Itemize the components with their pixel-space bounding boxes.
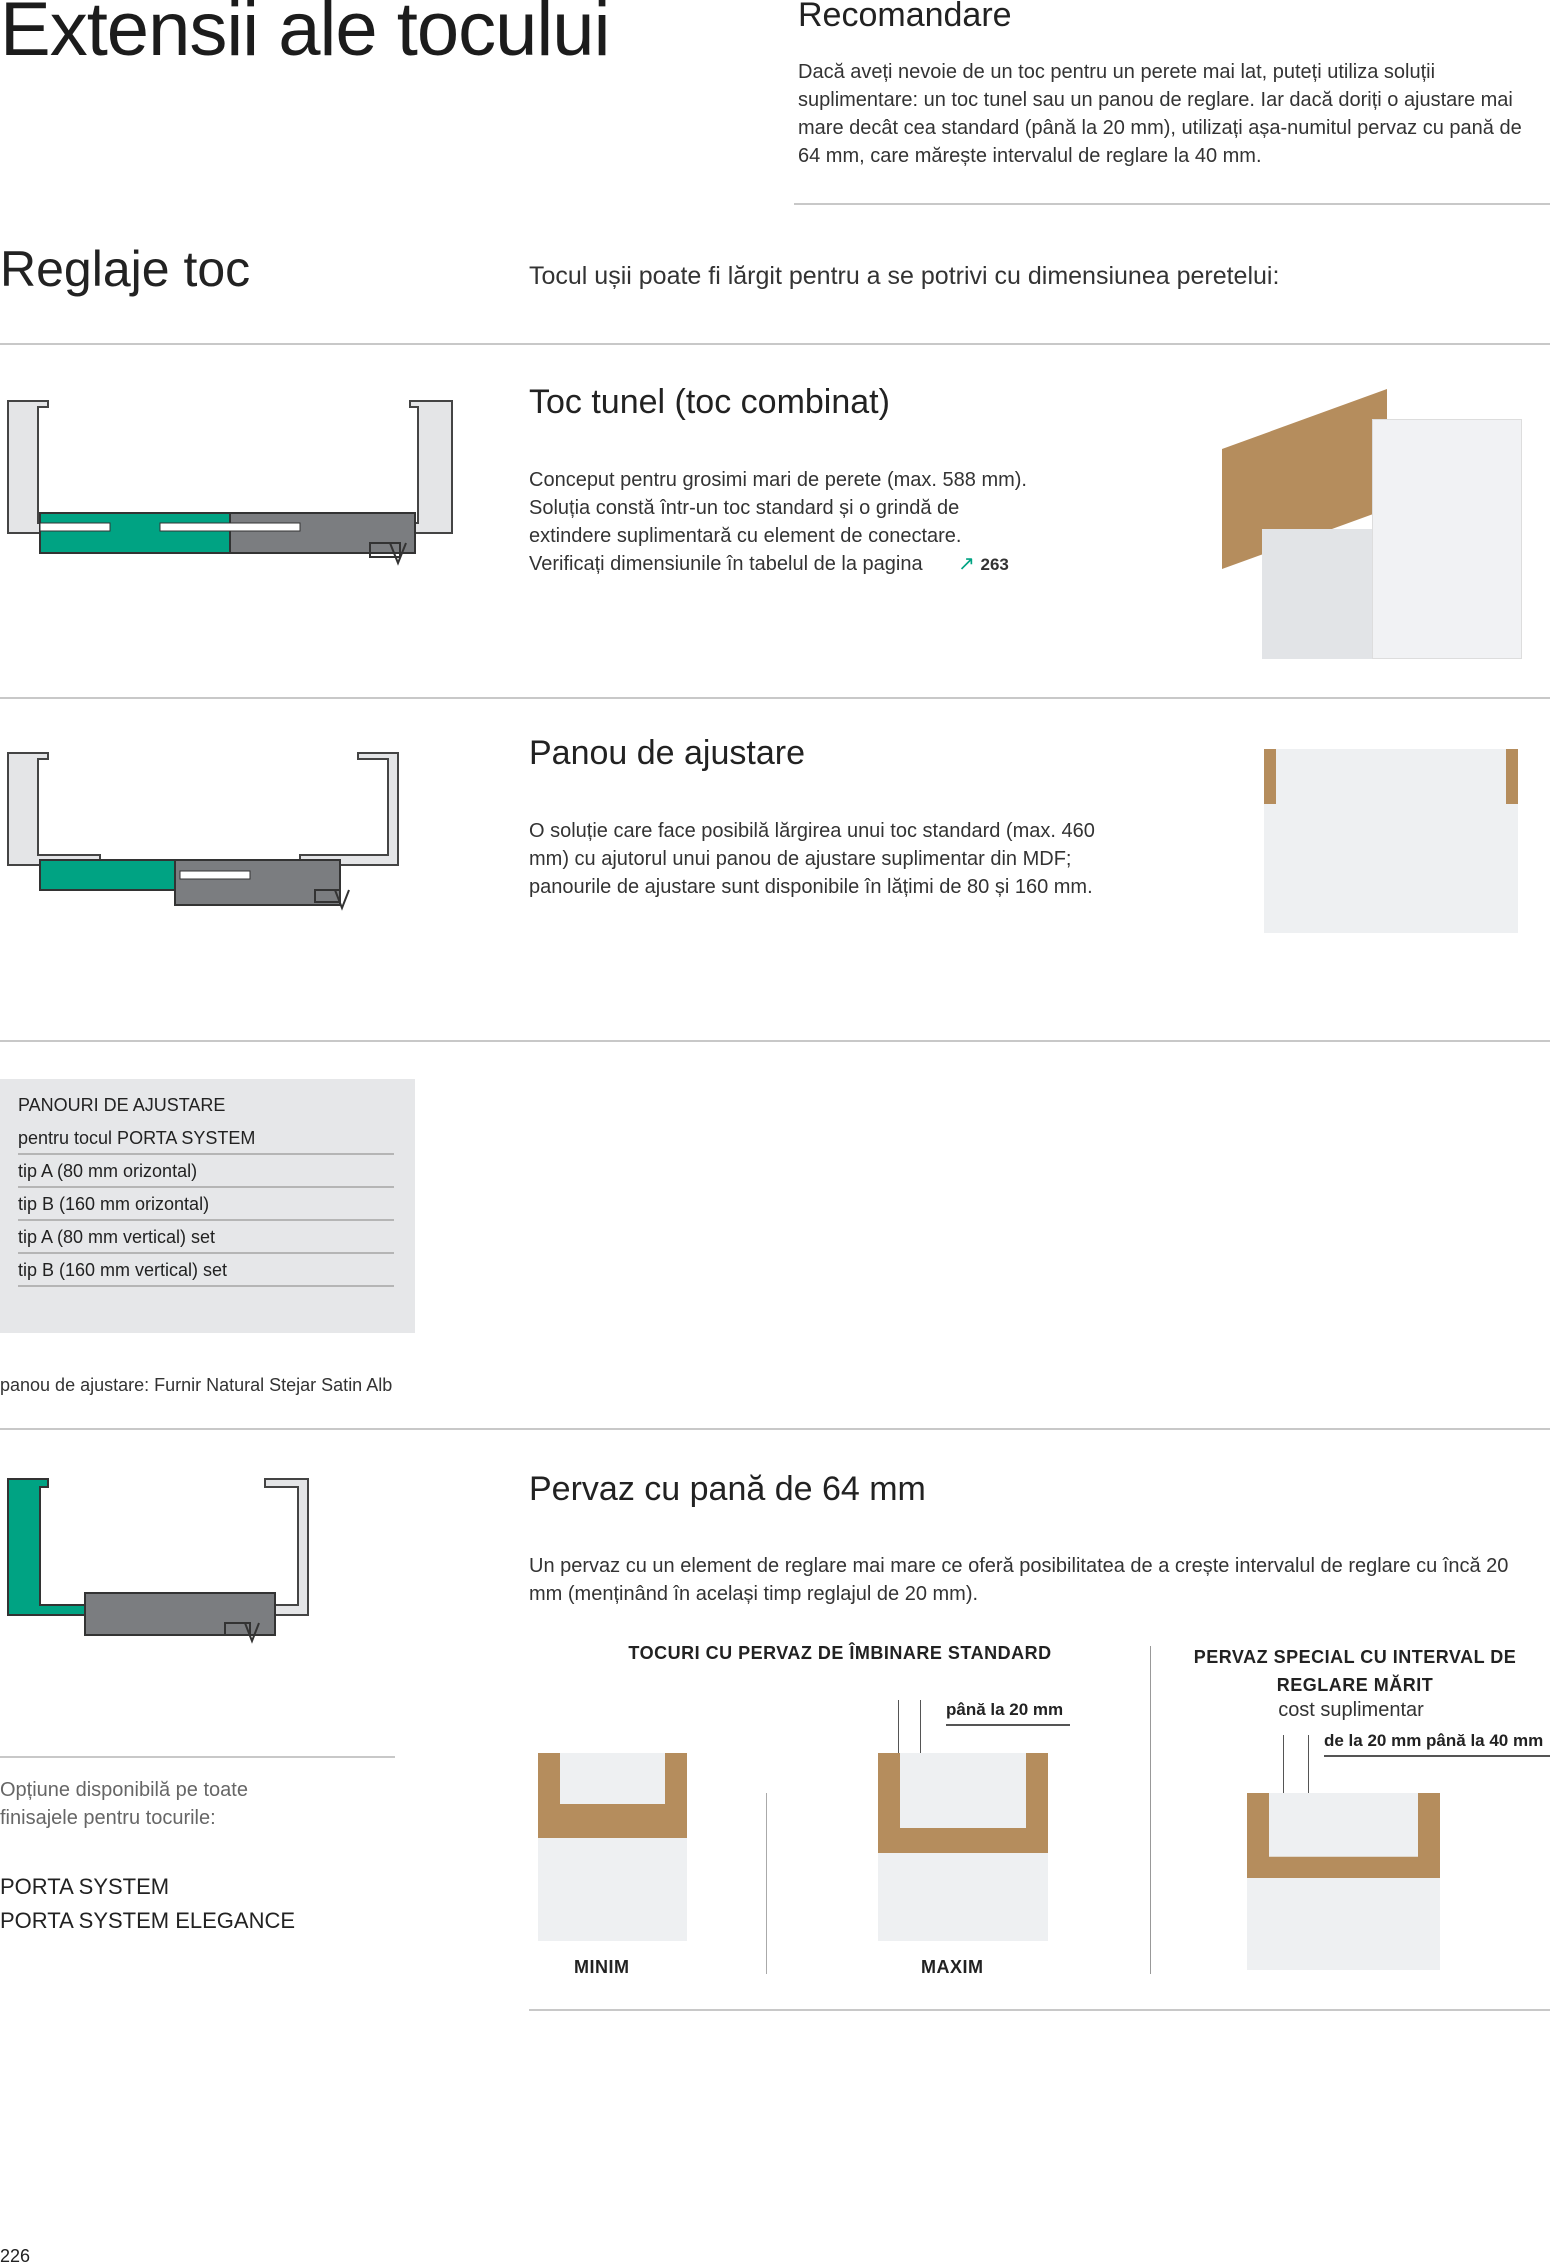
section-heading: Reglaje toc: [0, 241, 251, 297]
divider: [0, 1756, 395, 1758]
panel-heading: Panou de ajustare: [529, 734, 805, 772]
divider: [529, 2009, 1550, 2011]
casing-heading: Pervaz cu pană de 64 mm: [529, 1470, 926, 1508]
special-range: de la 20 mm până la 40 mm: [1324, 1731, 1550, 1757]
tunnel-heading: Toc tunel (toc combinat): [529, 383, 890, 421]
recommendation-text: Dacă aveți nevoie de un toc pentru un perete mai lat, puteți utiliza soluții suplimentare: un toc tunel sau un panou de reglare. Iar dacă doriți o ajustare mai mare decât cea standard (până la 20 mm), utilizați așa-numitul pervaz cu pană de 64 mm, care mărește intervalul de reglare la 40 mm.: [798, 61, 1522, 167]
divider: [0, 1428, 1550, 1430]
panel-text: O soluție care face posibilă lărgirea unui toc standard (max. 460 mm) cu ajutorul unui panou de ajustare suplimentar din MDF; panourile de ajustare sunt disponibile în lățimi de 80 și 160 mm.: [529, 820, 1095, 898]
system-item: PORTA SYSTEM: [0, 1874, 170, 1899]
page-number: 226: [0, 2246, 31, 2266]
standard-heading: TOCURI CU PERVAZ DE ÎMBINARE STANDARD: [628, 1643, 1052, 1663]
special-heading: PERVAZ SPECIAL CU INTERVAL DE REGLARE MĂRIT: [1193, 1647, 1517, 1695]
maxim-photo: [878, 1753, 1048, 1941]
table-row: tip A (80 mm orizontal): [18, 1155, 394, 1188]
divider: [794, 203, 1550, 205]
option-text: Opțiune disponibilă pe toate finisajele pentru tocurile:: [0, 1779, 248, 1829]
tunnel-frame-photo: [1222, 379, 1522, 659]
divider: [1150, 1646, 1151, 1974]
casing-text: Un pervaz cu un element de reglare mai mare ce oferă posibilitatea de a crește intervalul de reglare cu încă 20 mm (menținând în același timp reglajul de 20 mm).: [529, 1555, 1509, 1605]
adjustment-panel-diagram: [0, 745, 410, 915]
divider: [0, 1040, 1550, 1042]
casing-diagram: [0, 1475, 320, 1645]
divider: [0, 697, 1550, 699]
page-reference-link[interactable]: 263: [980, 555, 1009, 574]
recommendation-heading: Recomandare: [798, 0, 1012, 34]
tunnel-text: Conceput pentru grosimi mari de perete (max. 588 mm). Soluția constă într-un toc standard și o grindă de extindere suplimentară cu element de conectare. Verificați dimensiunile în tabelul de la pagina ↗ 263: [529, 469, 1027, 575]
minim-label: MINIM: [574, 1957, 630, 1977]
adjustment-panel-photo: [1264, 749, 1518, 933]
table-title: PANOURI DE AJUSTARE: [18, 1095, 226, 1115]
section-subtitle: Tocul ușii poate fi lărgit pentru a se potrivi cu dimensiunea peretelui:: [529, 262, 1280, 290]
special-casing-photo: [1247, 1793, 1440, 1970]
table-row: tip B (160 mm vertical) set: [18, 1254, 394, 1287]
tunnel-frame-diagram: [0, 393, 460, 573]
table-row: tip B (160 mm orizontal): [18, 1188, 394, 1221]
maxim-label: MAXIM: [921, 1957, 984, 1977]
systems-list: [0, 1870, 295, 1938]
page-title: Extensii ale tocului: [0, 0, 610, 72]
photo-caption: panou de ajustare: Furnir Natural Stejar Satin Alb: [0, 1375, 393, 1395]
minim-photo: [538, 1753, 687, 1941]
standard-range: până la 20 mm: [946, 1700, 1070, 1726]
system-item: PORTA SYSTEM ELEGANCE: [0, 1908, 296, 1933]
divider: [0, 343, 1550, 345]
table-subtitle: pentru tocul PORTA SYSTEM: [18, 1122, 394, 1155]
adjustment-panels-table: [0, 1079, 415, 1333]
link-arrow-icon: ↗: [958, 553, 975, 575]
special-cost: cost suplimentar: [1278, 1699, 1424, 1721]
table-row: tip A (80 mm vertical) set: [18, 1221, 394, 1254]
